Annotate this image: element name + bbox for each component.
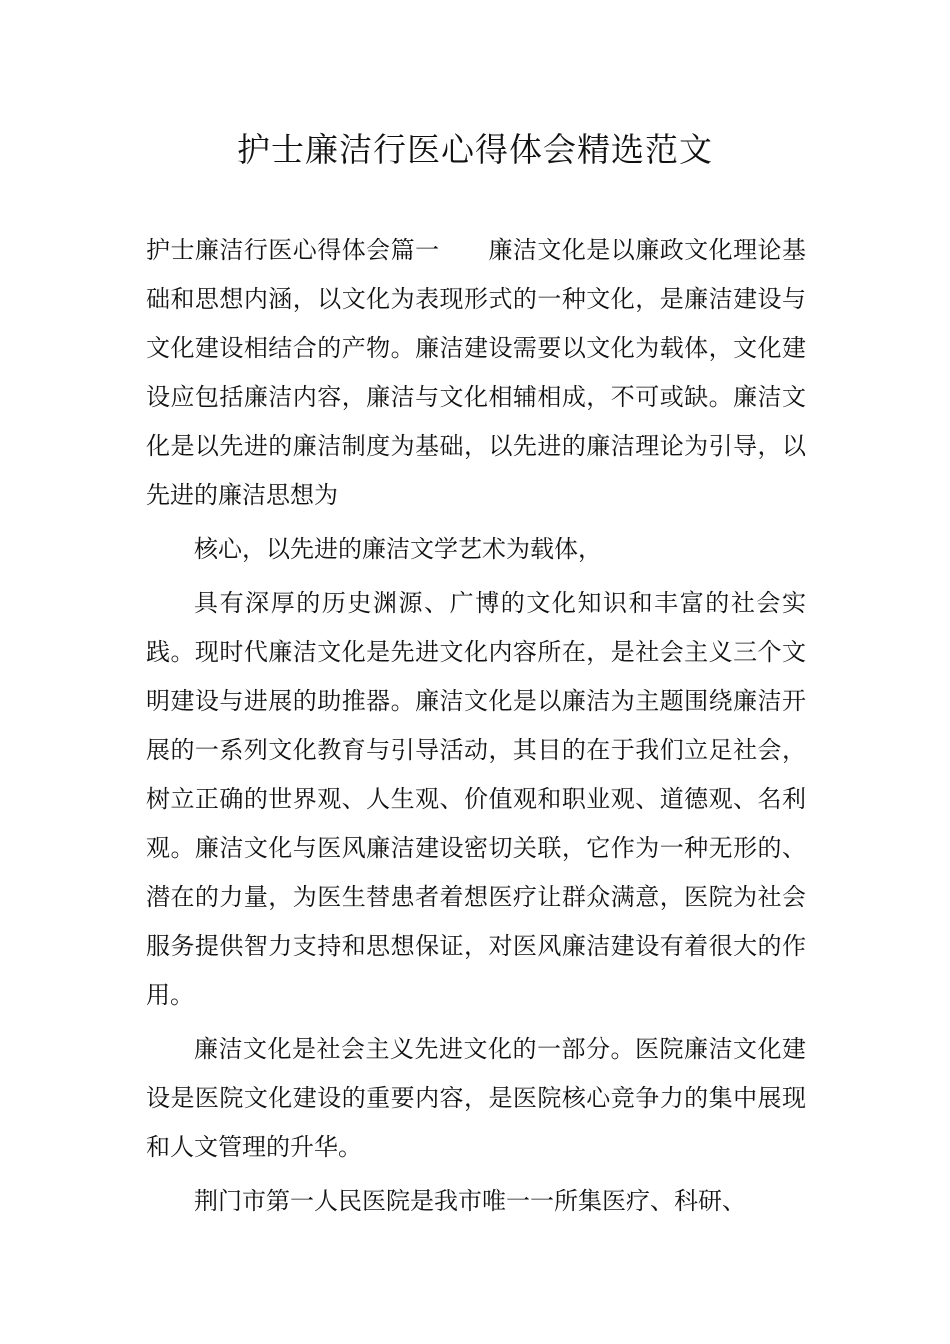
- paragraph-5: 荆门市第一人民医院是我市唯一一所集医疗、科研、: [194, 1187, 746, 1215]
- paragraph-1: 护士廉洁行医心得体会篇一 廉洁文化是以廉政文化理论基础和思想内涵，以文化为表现形式的一种文化，是廉洁建设与文化建设相结合的产物。廉洁建设需要以文化为载体，文化建设应包括廉洁内容，廉洁与文化相辅相成，不可或缺。廉洁文化是以先进的廉洁制度为基础，以先进的廉洁理论为引导，以先进的廉洁思想为: [146, 236, 806, 509]
- paragraph-3: 具有深厚的历史渊源、广博的文化知识和丰富的社会实践。现时代廉洁文化是先进文化内容所在，是社会主义三个文明建设与进展的助推器。廉洁文化是以廉洁为主题围绕廉洁开展的一系列文化教育与引导活动，其目的在于我们立足社会，树立正确的世界观、人生观、价值观和职业观、道德观、名利观。廉洁文化与医风廉洁建设密切关联，它作为一种无形的、潜在的力量，为医生替患者着想医疗让群众满意，医院为社会服务提供智力支持和思想保证，对医风廉洁建设有着很大的作用。: [146, 589, 806, 1009]
- paragraph-4: 廉洁文化是社会主义先进文化的一部分。医院廉洁文化建设是医院文化建设的重要内容，是医院核心竞争力的集中展现和人文管理的升华。: [146, 1035, 806, 1161]
- paragraph-2: 核心，以先进的廉洁文学艺术为载体，: [194, 535, 602, 563]
- document-body: [146, 226, 806, 1231]
- document-title: 护士廉洁行医心得体会精选范文: [237, 130, 713, 169]
